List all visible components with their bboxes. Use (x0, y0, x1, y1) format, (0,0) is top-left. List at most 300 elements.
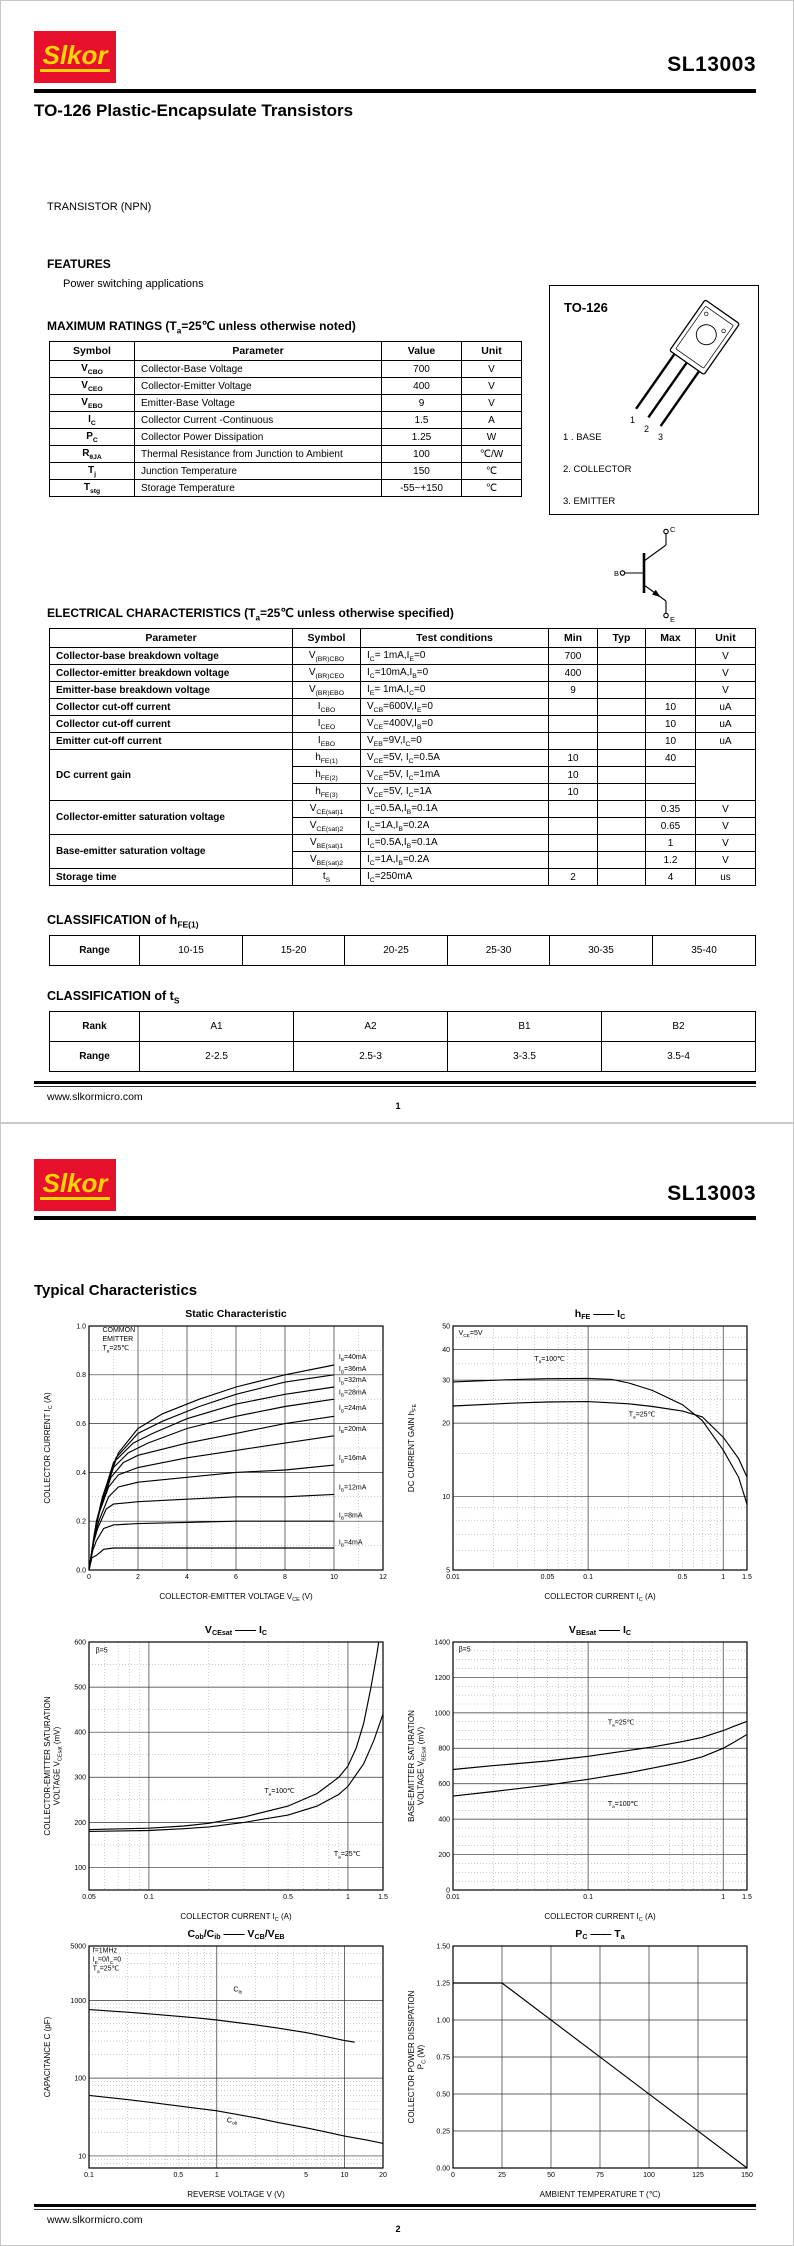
x-tick-label: 0.1 (84, 2172, 94, 2179)
table-row (50, 750, 756, 767)
table-cell: 150 (382, 463, 462, 480)
part-number: SL13003 (667, 53, 756, 76)
table-cell: uA (696, 733, 756, 750)
table-cell: $h_{FE(2)}$ (293, 767, 361, 784)
table-row (50, 412, 522, 429)
schematic-base-label: B (614, 569, 620, 578)
chart-annotation: $I_B=16mA$ (338, 1455, 367, 1465)
slkor-logo-text: Slkor (42, 40, 108, 70)
table-row (50, 463, 522, 480)
table-cell: $I_C=0.5A,I_B=0.1A$ (361, 801, 549, 818)
table-cell: 10 (646, 699, 696, 716)
x-tick-label: 0.05 (540, 1574, 555, 1581)
chart-annotation: EMITTER (102, 1336, 134, 1344)
table-cell: 1.5 (382, 412, 462, 429)
footer-site-url: www.slkormicro.com (47, 2214, 143, 2226)
y-tick-label: 1000 (70, 1997, 86, 2005)
table-row (50, 682, 756, 699)
table-cell: $T_{stg}$ (50, 480, 135, 497)
table-row (50, 869, 756, 886)
y-axis-title: VOLTAGE $V_{CEsat}$ (mV) (52, 1726, 64, 1806)
y-tick-label: 500 (74, 1684, 86, 1692)
doc-title: TO-126 Plastic-Encapsulate Transistors (34, 101, 354, 120)
x-tick-label: 5 (304, 2172, 309, 2179)
table-cell: $I_C=250mA$ (361, 869, 549, 886)
x-tick-label: 75 (596, 2172, 604, 2179)
y-tick-label: 600 (438, 1781, 450, 1789)
table-cell: 4 (646, 869, 696, 886)
chart-annotation: $T_a=25℃$ (333, 1851, 361, 1861)
table-cell: uA (696, 699, 756, 716)
chart-vbesat-vs-ic (403, 1622, 763, 1932)
table-header-cell: Max (646, 629, 696, 648)
table-cell: 2 (549, 869, 598, 886)
table-cell: $V_{CE(sat)1}$ (293, 801, 361, 818)
table-cell: Collector Power Dissipation (135, 429, 382, 446)
class-hfe-heading: CLASSIFICATION of $h_{FE(1)}$ (47, 913, 199, 930)
table-cell: V (462, 395, 522, 412)
table-cell: Emitter-Base Voltage (135, 395, 382, 412)
chart-annotation: $C_{ib}$ (233, 1986, 243, 1996)
slkor-logo-text: Slkor (42, 1168, 108, 1198)
table-cell: ℃ (462, 463, 522, 480)
table-cell: V (696, 648, 756, 665)
table-cell: $V_{(BR)EBO}$ (293, 682, 361, 699)
table-cell (598, 750, 646, 767)
y-tick-label: 1.50 (436, 1943, 450, 1951)
table-cell: Emitter-base breakdown voltage (50, 682, 293, 699)
table-cell: $T_j$ (50, 463, 135, 480)
table-cell: Collector-Emitter Voltage (135, 378, 382, 395)
table-row (50, 1012, 756, 1042)
y-tick-label: 1400 (434, 1639, 450, 1647)
table-cell: 2.5-3 (294, 1042, 448, 1072)
table-cell: V (696, 665, 756, 682)
table-row (50, 378, 522, 395)
x-axis-title: COLLECTOR CURRENT $I_C$ (A) (544, 1912, 656, 1924)
y-tick-label: 200 (438, 1851, 450, 1859)
chart-annotation: $I_B=8mA$ (338, 1512, 363, 1522)
y-tick-label: 400 (438, 1816, 450, 1824)
chart-annotation: f=1MHz (92, 1947, 118, 1955)
table-cell: $V_{CE}=5V$, $I_C=1mA$ (361, 767, 549, 784)
series-line (89, 2010, 355, 2043)
table-cell: $V_{(BR)CEO}$ (293, 665, 361, 682)
y-tick-label: 0 (446, 1887, 450, 1895)
table-row (50, 648, 756, 665)
series-line (89, 1633, 380, 1830)
table-cell: $h_{FE(3)}$ (293, 784, 361, 801)
table-header-cell: Typ (598, 629, 646, 648)
table-cell: V (696, 852, 756, 869)
table-cell: $V_{CB}=600V,I_E=0$ (361, 699, 549, 716)
class-ts-table (49, 1011, 756, 1072)
x-tick-label: 1 (345, 1894, 350, 1901)
pin-label-collector: 2. COLLECTOR (563, 464, 632, 475)
table-row (50, 361, 522, 378)
table-cell: $I_{CEO}$ (293, 716, 361, 733)
schematic-collector-label: C (670, 525, 676, 534)
x-tick-label: 1 (721, 1574, 726, 1581)
table-cell: 1 (646, 835, 696, 852)
y-tick-label: 1.00 (436, 2017, 450, 2025)
table-cell: $I_C=1A,I_B=0.2A$ (361, 852, 549, 869)
y-tick-label: 100 (74, 1864, 86, 1872)
table-cell (598, 716, 646, 733)
y-tick-label: 600 (74, 1639, 86, 1647)
table-cell: $I_C$ (50, 412, 135, 429)
table-cell: ℃ (462, 480, 522, 497)
table-cell: 9 (382, 395, 462, 412)
x-tick-label: 0.5 (677, 1574, 688, 1581)
series-line (453, 1402, 747, 1478)
table-header-cell: Symbol (293, 629, 361, 648)
table-cell: V (696, 801, 756, 818)
table-cell: $I_{EBO}$ (293, 733, 361, 750)
y-axis-title: $P_C$ (W) (416, 2044, 428, 2070)
x-tick-label: 1 (721, 1894, 726, 1901)
table-cell: $h_{FE(1)}$ (293, 750, 361, 767)
chart-annotation: $I_B=20mA$ (338, 1425, 367, 1436)
table-cell (696, 750, 756, 801)
table-cell: Range (50, 1042, 140, 1072)
table-cell (549, 699, 598, 716)
chart-annotation: $T_a=100℃$ (607, 1800, 639, 1811)
series-line (89, 1416, 334, 1570)
y-tick-label: 0.4 (76, 1469, 86, 1477)
x-tick-label: 125 (692, 2172, 704, 2179)
pin-label-base: 1 . BASE (563, 432, 602, 443)
features-heading: FEATURES (47, 257, 111, 271)
table-cell: A2 (294, 1012, 448, 1042)
table-cell: Collector cut-off current (50, 699, 293, 716)
table-cell: Collector-emitter saturation voltage (50, 801, 293, 835)
table-cell: 10 (646, 716, 696, 733)
table-cell (646, 648, 696, 665)
x-tick-label: 0.1 (144, 1894, 154, 1901)
table-row (50, 446, 522, 463)
y-tick-label: 300 (74, 1774, 86, 1782)
x-axis-title: REVERSE VOLTAGE V (V) (187, 2190, 285, 2199)
y-tick-label: 200 (74, 1819, 86, 1827)
table-cell: -55~+150 (382, 480, 462, 497)
chart-annotation: COMMON (102, 1327, 136, 1335)
x-tick-label: 0.1 (583, 1894, 593, 1901)
x-tick-label: 1.5 (378, 1894, 388, 1901)
schematic-emitter-label: E (670, 615, 676, 624)
table-header-cell: Min (549, 629, 598, 648)
chart-annotation: $T_a=25℃$ (628, 1411, 656, 1421)
x-tick-label: 50 (547, 2172, 555, 2179)
table-cell: $V_{CE}=5V$, $I_C=0.5A$ (361, 750, 549, 767)
page-number: 2 (395, 2224, 401, 2234)
table-row (50, 936, 756, 966)
table-cell: $V_{CBO}$ (50, 361, 135, 378)
chart-annotation: $I_B=24mA$ (338, 1405, 367, 1415)
table-cell: $I_C=0.5A,I_B=0.1A$ (361, 835, 549, 852)
x-tick-label: 150 (741, 2172, 753, 2179)
x-tick-label: 20 (379, 2172, 387, 2179)
table-cell: $I_C=10mA,I_B=0$ (361, 665, 549, 682)
y-tick-label: 0.2 (76, 1518, 86, 1526)
table-cell (549, 733, 598, 750)
table-cell: Range (50, 936, 140, 966)
table-cell: A1 (140, 1012, 294, 1042)
table-cell: 1.25 (382, 429, 462, 446)
table-cell: $V_{CE}=5V$, $I_C=1A$ (361, 784, 549, 801)
table-cell: $t_S$ (293, 869, 361, 886)
table-cell (549, 801, 598, 818)
chart-svg (39, 1306, 395, 1604)
x-tick-label: 1.5 (742, 1574, 752, 1581)
table-header-cell: Parameter (135, 342, 382, 361)
table-cell: 25-30 (448, 936, 550, 966)
table-cell: 35-40 (653, 936, 756, 966)
x-tick-label: 1 (214, 2172, 219, 2179)
header-rule (34, 1216, 756, 1220)
x-tick-label: 1.5 (742, 1894, 752, 1901)
y-tick-label: 400 (74, 1729, 86, 1737)
table-cell: Collector-Base Voltage (135, 361, 382, 378)
table-cell: V (696, 835, 756, 852)
table-cell: DC current gain (50, 750, 293, 801)
chart-svg (403, 1306, 759, 1604)
max-ratings-heading: MAXIMUM RATINGS ($T_a=25℃$ unless otherwise noted) (47, 319, 356, 336)
table-cell: 3.5-4 (602, 1042, 756, 1072)
table-cell: $I_C= 1mA,I_E=0$ (361, 648, 549, 665)
table-cell: 2-2.5 (140, 1042, 294, 1072)
table-cell: $V_{BE(sat)2}$ (293, 852, 361, 869)
chart-annotation: $T_a=25℃$ (102, 1345, 130, 1355)
table-cell: 0.35 (646, 801, 696, 818)
x-tick-label: 0.01 (446, 1894, 460, 1901)
pin-label-emitter: 3. EMITTER (563, 496, 616, 507)
table-header-cell: Test conditions (361, 629, 549, 648)
package-outline-box (549, 285, 759, 515)
table-cell (646, 682, 696, 699)
table-cell: Emitter cut-off current (50, 733, 293, 750)
table-header-cell: Unit (462, 342, 522, 361)
table-cell: $V_{CE}=400V,I_B=0$ (361, 716, 549, 733)
table-header-cell: Parameter (50, 629, 293, 648)
chart-annotation: $C_{ob}$ (226, 2117, 238, 2127)
chart-annotation: β=5 (458, 1646, 471, 1654)
x-tick-label: 100 (643, 2172, 655, 2179)
table-cell: 700 (382, 361, 462, 378)
chart-annotation: $T_a=100℃$ (264, 1788, 295, 1798)
x-tick-label: 2 (136, 1574, 140, 1581)
table-header-cell: Symbol (50, 342, 135, 361)
table-row (50, 699, 756, 716)
y-tick-label: 5 (446, 1567, 450, 1575)
table-cell: A (462, 412, 522, 429)
y-tick-label: 10 (442, 1493, 450, 1501)
chart-annotation: $I_B=36mA$ (338, 1366, 367, 1376)
plot-border (453, 1326, 747, 1570)
chart-annotation: β=5 (95, 1647, 108, 1655)
x-tick-label: 10 (330, 1574, 338, 1581)
table-cell: B2 (602, 1012, 756, 1042)
y-tick-label: 0.50 (436, 2091, 450, 2099)
y-tick-label: 1000 (434, 1710, 450, 1718)
table-cell: 0.65 (646, 818, 696, 835)
y-tick-label: 0.75 (436, 2054, 450, 2062)
y-tick-label: 1200 (434, 1674, 450, 1682)
header-rule (34, 89, 756, 93)
x-tick-label: 0.5 (283, 1894, 293, 1901)
table-cell: $V_{CEO}$ (50, 378, 135, 395)
y-tick-label: 1.0 (76, 1323, 86, 1331)
y-tick-label: 20 (442, 1420, 450, 1428)
table-cell: 20-25 (345, 936, 448, 966)
y-axis-title: COLLECTOR POWER DISSIPATION (407, 1990, 416, 2124)
series-line (89, 1494, 334, 1570)
table-cell: Collector Current -Continuous (135, 412, 382, 429)
table-cell: us (696, 869, 756, 886)
y-axis-title: DC CURRENT GAIN $h_{FE}$ (407, 1403, 419, 1493)
lead-number-3: 3 (658, 432, 664, 442)
max-ratings-table (49, 341, 522, 497)
y-tick-label: 0.8 (76, 1372, 86, 1380)
table-cell (598, 699, 646, 716)
chart-annotation: $I_B=28mA$ (338, 1389, 367, 1399)
table-cell: 10 (549, 784, 598, 801)
table-cell: Storage Temperature (135, 480, 382, 497)
x-tick-label: 10 (340, 2172, 349, 2179)
y-tick-label: 0.00 (436, 2165, 450, 2173)
table-cell: Collector cut-off current (50, 716, 293, 733)
x-tick-label: 0.01 (446, 1574, 460, 1581)
table-cell: 10 (646, 733, 696, 750)
table-cell: Base-emitter saturation voltage (50, 835, 293, 869)
table-cell: W (462, 429, 522, 446)
x-tick-label: 4 (185, 1574, 189, 1581)
table-cell (549, 716, 598, 733)
table-row (50, 733, 756, 750)
chart-svg (39, 1622, 395, 1924)
y-axis-title: CAPACITANCE C (pF) (43, 2016, 52, 2098)
table-cell (598, 869, 646, 886)
series-line (453, 1721, 747, 1769)
table-cell: 400 (382, 378, 462, 395)
table-cell: V (462, 378, 522, 395)
chart-annotation: $V_{CE}=5V$ (458, 1329, 483, 1340)
table-cell (549, 835, 598, 852)
lead-number-2: 2 (644, 424, 650, 434)
table-cell (549, 852, 598, 869)
table-cell: Junction Temperature (135, 463, 382, 480)
table-row (50, 1042, 756, 1072)
x-tick-label: 0 (451, 2172, 455, 2179)
table-row (50, 395, 522, 412)
table-cell: 10 (549, 750, 598, 767)
x-tick-label: 8 (283, 1574, 287, 1581)
y-tick-label: 1.25 (436, 1980, 450, 1988)
table-cell: V (696, 682, 756, 699)
table-cell (598, 648, 646, 665)
table-cell (646, 784, 696, 801)
y-tick-label: 100 (74, 2075, 86, 2083)
page-number: 1 (395, 1101, 401, 1111)
table-cell (598, 665, 646, 682)
package-name: TO-126 (564, 300, 608, 315)
x-tick-label: 0.05 (82, 1894, 96, 1901)
table-header-cell: Unit (696, 629, 756, 648)
chart-hfe-vs-ic (403, 1306, 763, 1616)
table-cell: $R_{\theta JA}$ (50, 446, 135, 463)
table-cell: Collector-emitter breakdown voltage (50, 665, 293, 682)
table-row (50, 429, 522, 446)
table-cell (598, 784, 646, 801)
x-tick-label: 12 (379, 1574, 387, 1581)
table-cell: 10-15 (140, 936, 243, 966)
chart-title: $V_{CEsat}$ —— $I_C$ (204, 1624, 268, 1638)
table-row (50, 716, 756, 733)
table-cell (549, 818, 598, 835)
elec-char-heading: ELECTRICAL CHARACTERISTICS ($T_a=25℃$ unless otherwise specified) (47, 606, 454, 623)
series-line (89, 1399, 334, 1570)
x-axis-title: COLLECTOR CURRENT $I_C$ (A) (544, 1592, 656, 1604)
class-hfe-table (49, 935, 756, 966)
table-cell (598, 733, 646, 750)
chart-annotation: $I_B=4mA$ (338, 1539, 363, 1549)
table-cell: B1 (448, 1012, 602, 1042)
part-number: SL13003 (667, 1182, 756, 1205)
table-cell: Thermal Resistance from Junction to Ambient (135, 446, 382, 463)
table-cell: 10 (549, 767, 598, 784)
chart-annotation: $T_a=100℃$ (534, 1355, 565, 1366)
table-cell: $P_C$ (50, 429, 135, 446)
npn-schematic (614, 521, 694, 627)
elec-char-table (49, 628, 756, 886)
table-cell: 40 (646, 750, 696, 767)
table-cell: 30-35 (550, 936, 653, 966)
features-item: Power switching applications (63, 278, 204, 290)
table-cell (598, 852, 646, 869)
table-cell: $V_{(BR)CBO}$ (293, 648, 361, 665)
table-cell: uA (696, 716, 756, 733)
table-cell (598, 801, 646, 818)
y-axis-title: COLLECTOR-EMITTER SATURATION (43, 1696, 52, 1836)
chart-title: Static Characteristic (185, 1308, 287, 1320)
y-tick-label: 50 (442, 1323, 450, 1331)
table-cell: $V_{CE(sat)2}$ (293, 818, 361, 835)
datasheet-page-2 (0, 1123, 794, 2246)
chart-annotation: $I_B=32mA$ (338, 1377, 367, 1387)
table-cell: $I_C=1A,I_B=0.2A$ (361, 818, 549, 835)
y-tick-label: 40 (442, 1347, 450, 1355)
table-cell: $V_{EBO}$ (50, 395, 135, 412)
chart-title: $V_{BEsat}$ —— $I_C$ (568, 1624, 632, 1638)
table-row (50, 835, 756, 852)
table-cell: Collector-base breakdown voltage (50, 648, 293, 665)
table-cell: V (462, 361, 522, 378)
table-cell: $I_{CBO}$ (293, 699, 361, 716)
table-cell: 700 (549, 648, 598, 665)
table-cell (598, 818, 646, 835)
chart-annotation: $I_B=12mA$ (338, 1484, 367, 1494)
chart-svg (403, 1622, 759, 1924)
table-cell: $V_{EB}=9V,I_C=0$ (361, 733, 549, 750)
chart-svg (39, 1926, 395, 2202)
chart-annotation: $I_E=0/I_C=0$ (92, 1956, 122, 1966)
table-cell: Rank (50, 1012, 140, 1042)
table-cell: ℃/W (462, 446, 522, 463)
x-axis-title: COLLECTOR-EMITTER VOLTAGE $V_{CE}$ (V) (159, 1592, 313, 1604)
table-cell: $I_E= 1mA,I_C=0$ (361, 682, 549, 699)
x-tick-label: 0.5 (173, 2172, 184, 2179)
table-cell: 100 (382, 446, 462, 463)
